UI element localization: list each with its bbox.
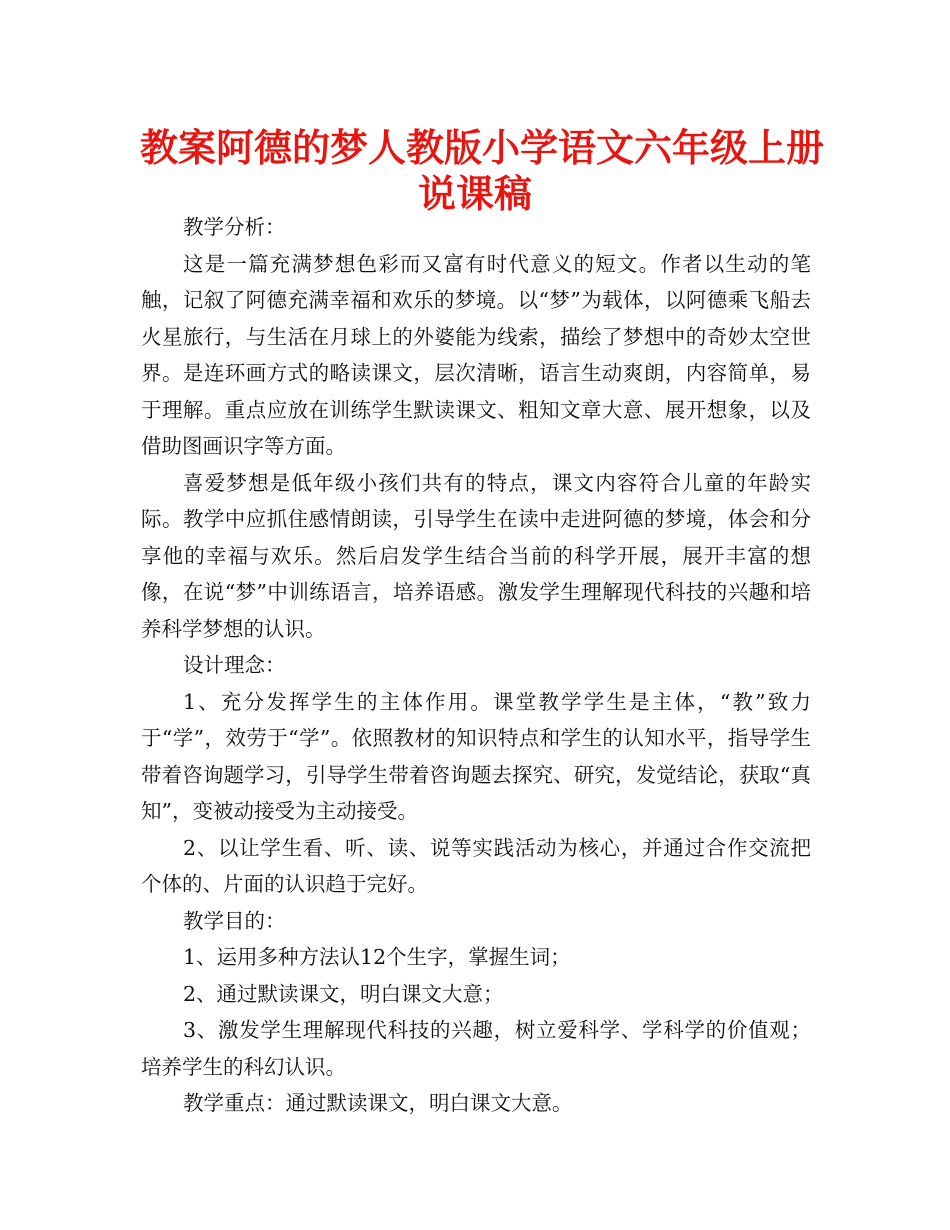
paragraph-student-interest: 喜爱梦想是低年级小孩们共有的特点，课文内容符合儿童的年龄实际。教学中应抓住感情朗读，引导学生在读中走进阿德的梦境，体会和分享他的幸福与欢乐。然后启发学生结合当前的科学开展，展开丰富的想像，在说“梦”中训练语言，培养语感。激发学生理解现代科技的兴趣和培养科学梦想的认识。 — [141, 470, 811, 641]
paragraph-text-analysis: 这是一篇充满梦想色彩而又富有时代意义的短文。作者以生动的笔触，记叙了阿德充满幸福和欢乐的梦境。以“梦”为载体，以阿德乘飞船去火星旅行，与生活在月球上的外婆能为线索，描绘了梦想中的奇妙太空世界。是连环画方式的略读课文，层次清晰，语言生动爽朗，内容简单，易于理解。重点应放在训练学生默读课文、粗知文章大意、展开想象，以及借助图画识字等方面。 — [141, 251, 811, 458]
paragraph-concept-2: 2、以让学生看、听、读、说等实践活动为核心，并通过合作交流把个体的、片面的认识趋于完好。 — [141, 835, 811, 896]
paragraph-goal-3: 3、激发学生理解现代科技的兴趣，树立爱科学、学科学的价值观；培养学生的科幻认识。 — [141, 1018, 811, 1079]
section-heading-design-concept: 设计理念： — [183, 653, 286, 677]
paragraph-teaching-focus: 教学重点：通过默读课文，明白课文大意。 — [183, 1091, 573, 1115]
paragraph-goal-2: 2、通过默读课文，明白课文大意； — [183, 981, 504, 1006]
paragraph-concept-1: 1、充分发挥学生的主体作用。课堂教学学生是主体，“教”致力于“学”，效劳于“学”。依照教材的知识特点和学生的认知水平，指导学生带着咨询题学习，引导学生带着咨询题去探究、研究，发觉结论，获取“真知”，变被动接受为主动接受。 — [141, 689, 811, 823]
document-body — [141, 209, 811, 1122]
section-heading-teaching-goals: 教学目的： — [183, 908, 286, 933]
document-title-line-1: 教案阿德的梦人教版小学语文六年级上册 — [140, 126, 825, 170]
document-title-line-2: 说课稿 — [417, 172, 532, 216]
section-heading-teaching-analysis: 教学分析： — [183, 215, 286, 239]
paragraph-goal-1: 1、运用多种方法认12个生字，掌握生词； — [183, 945, 571, 969]
